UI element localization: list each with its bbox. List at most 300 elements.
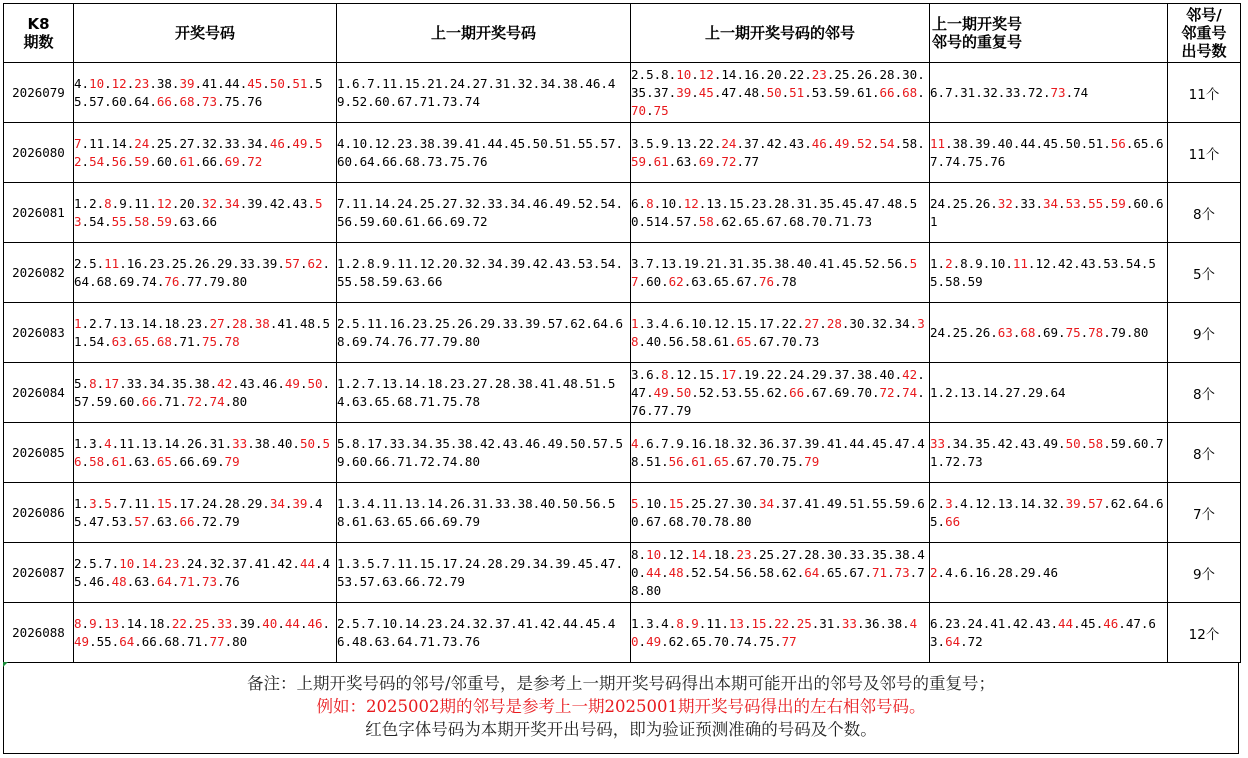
number: 6 [676, 315, 684, 331]
number: 52 [698, 384, 714, 400]
hit-number: 46 [269, 135, 285, 151]
hit-number: 52 [74, 135, 323, 169]
number: 33 [239, 255, 255, 271]
number: 60 [1133, 435, 1149, 451]
number: 43 [292, 195, 308, 211]
hit-number: 34 [1042, 195, 1059, 211]
number: 47 [1125, 615, 1141, 631]
number: 17 [179, 495, 195, 511]
period-cell: 2026080 [4, 123, 74, 183]
number: 10 [691, 315, 707, 331]
number: 38 [194, 375, 210, 391]
number: 2 [74, 255, 82, 271]
hit-number: 12 [683, 195, 699, 211]
number: 26 [975, 195, 991, 211]
number: 37 [834, 366, 850, 382]
number: 514 [646, 213, 669, 229]
period-cell: 2026086 [4, 483, 74, 543]
hit-number: 44 [1058, 615, 1074, 631]
number: 30 [849, 315, 865, 331]
number: 58 [902, 135, 918, 151]
hit-number: 68 [156, 333, 172, 349]
number: 32 [982, 84, 998, 100]
number: 48 [743, 84, 760, 100]
number: 39 [975, 135, 991, 151]
number: 71 [164, 393, 180, 409]
number: 41 [202, 75, 218, 91]
number: 60 [111, 93, 127, 109]
hit-number: 45 [247, 75, 263, 91]
number: 72 [1027, 84, 1043, 100]
number: 71 [179, 333, 195, 349]
number: 39 [247, 195, 263, 211]
number: 36 [759, 435, 775, 451]
repeat-cell: 24.25.26.32.33.34.53.55.59.60.61 [930, 183, 1168, 243]
repeat-cell: 2.3.4.12.13.14.32.39.57.62.64.65.66 [930, 483, 1168, 543]
number: 45 [74, 495, 323, 529]
number: 55 [743, 384, 760, 400]
number: 34 [894, 315, 910, 331]
number: 57 [74, 393, 90, 409]
hit-number: 38 [631, 315, 925, 349]
number: 10 [990, 255, 1006, 271]
number: 43 [1020, 435, 1036, 451]
count-cell: 9个 [1168, 543, 1241, 603]
number: 25 [952, 195, 968, 211]
number: 1 [74, 495, 82, 511]
hit-number: 23 [164, 555, 180, 571]
number: 25 [156, 135, 172, 151]
hit-number: 50 [299, 435, 315, 451]
hit-number: 48 [668, 564, 684, 580]
number: 24 [930, 324, 946, 340]
number: 41 [819, 255, 835, 271]
number: 9 [676, 435, 684, 451]
number: 9 [119, 195, 127, 211]
draw-numbers-cell: 1.2.7.13.14.18.23.27.28.38.41.48.51.54.63.65.68.71.75.78 [74, 303, 337, 363]
number: 1 [74, 195, 82, 211]
period-cell: 2026088 [4, 603, 74, 663]
number: 27 [179, 135, 195, 151]
count-cell: 7个 [1168, 483, 1241, 543]
period-cell: 2026079 [4, 63, 74, 123]
lottery-table [3, 3, 1241, 663]
hit-number: 53 [74, 195, 323, 229]
hit-number: 1 [74, 315, 82, 331]
period-cell: 2026082 [4, 243, 74, 303]
period-cell: 2026081 [4, 183, 74, 243]
number: 76 [224, 573, 240, 589]
number: 32 [209, 555, 225, 571]
number: 1 [631, 615, 639, 631]
number: 38 [894, 546, 910, 562]
number: 59 [894, 495, 910, 511]
number: 78 [781, 273, 797, 289]
hit-number: 11 [104, 255, 120, 271]
hit-number: 33 [232, 435, 248, 451]
header-period [4, 4, 74, 63]
number: 5 [646, 66, 654, 82]
hit-number: 72 [186, 393, 203, 409]
number: 63 [156, 513, 172, 529]
hit-number: 13 [728, 615, 744, 631]
number: 43 [1035, 615, 1051, 631]
number: 35 [975, 435, 991, 451]
number: 40 [631, 546, 925, 580]
number: 80 [232, 393, 248, 409]
number: 46 [262, 375, 278, 391]
header-count-line2: 邻重号 [1181, 24, 1227, 42]
hit-number: 50 [1065, 435, 1081, 451]
neighbors-cell: 1.3.4.8.9.11.13.15.22.25.31.33.36.38.40.49.62.65.70.74.75.77 [631, 603, 930, 663]
number: 55 [96, 633, 112, 649]
repeat-cell: 24.25.26.63.68.69.75.78.79.80 [930, 303, 1168, 363]
number: 18 [713, 546, 729, 562]
number: 8 [960, 255, 968, 271]
number: 69 [202, 453, 218, 469]
count-cell: 12个 [1168, 603, 1241, 663]
hit-number: 2 [930, 564, 938, 580]
hit-number: 66 [789, 384, 805, 400]
hit-number: 51 [789, 84, 805, 100]
number: 12 [713, 315, 729, 331]
number: 28 [224, 495, 240, 511]
note-line-2: 例如：2025002期的邻号是参考上一期2025001期开奖号码得出的左右相邻号码。 [316, 697, 926, 716]
number: 42 [997, 435, 1013, 451]
number: 24 [789, 366, 805, 382]
number: 1 [930, 255, 938, 271]
table-row [4, 63, 1241, 123]
number: 72 [945, 453, 961, 469]
prev-draw-cell: 1.3.4.11.13.14.26.31.33.38.40.50.56.58.61.63.65.66.69.79 [337, 483, 631, 543]
table-row [4, 423, 1241, 483]
hit-number: 53 [1065, 195, 1081, 211]
number: 24 [186, 555, 203, 571]
number: 69 [834, 384, 850, 400]
number: 30 [826, 546, 842, 562]
hit-number: 11 [1012, 255, 1028, 271]
hit-number: 56 [74, 435, 331, 469]
hit-number: 59 [631, 153, 647, 169]
number: 15 [736, 315, 752, 331]
number: 67 [736, 453, 752, 469]
number: 22 [698, 135, 714, 151]
number: 42 [1058, 255, 1074, 271]
hit-number: 63 [111, 333, 127, 349]
number: 29 [247, 495, 263, 511]
number: 24 [202, 495, 218, 511]
number: 80 [232, 273, 248, 289]
hit-number: 54 [879, 135, 895, 151]
hit-number: 1 [631, 315, 639, 331]
table-row [4, 363, 1241, 423]
number: 35 [819, 195, 835, 211]
hit-number: 65 [156, 453, 172, 469]
hit-number: 62 [668, 273, 684, 289]
hit-number: 61 [179, 153, 195, 169]
repeat-cell: 6.7.31.32.33.72.73.74 [930, 63, 1168, 123]
number: 38 [887, 615, 903, 631]
number: 70 [856, 384, 872, 400]
prev-draw-cell: 1.3.5.7.11.15.17.24.28.29.34.39.45.47.53.57.63.66.72.79 [337, 543, 631, 603]
hit-number: 49 [284, 375, 300, 391]
draw-numbers-cell: 8.9.13.14.18.22.25.33.39.40.44.46.49.55.64.66.68.71.77.80 [74, 603, 337, 663]
header-row [4, 4, 1241, 63]
hit-number: 58 [134, 213, 150, 229]
hit-number: 75 [202, 333, 218, 349]
hit-number: 68 [179, 93, 195, 109]
number: 63 [179, 213, 195, 229]
number: 19 [743, 366, 760, 382]
hit-number: 15 [668, 495, 684, 511]
number: 47 [864, 195, 880, 211]
number: 53 [1103, 255, 1119, 271]
number: 25 [834, 66, 850, 82]
hit-number: 62 [307, 255, 323, 271]
hit-number: 75 [1065, 324, 1081, 340]
number: 67 [736, 273, 752, 289]
hit-number: 71 [872, 564, 888, 580]
hit-number: 57 [134, 513, 150, 529]
prev-draw-cell: 2.5.11.16.23.25.26.29.33.39.57.62.64.68.69.74.76.77.79.80 [337, 303, 631, 363]
number: 65 [743, 213, 760, 229]
number: 65 [930, 495, 1164, 529]
number: 60 [1133, 195, 1149, 211]
number: 59 [96, 393, 112, 409]
hit-number: 72 [879, 384, 895, 400]
hit-number: 79 [804, 453, 820, 469]
number: 46 [89, 573, 105, 589]
hit-number: 39 [292, 495, 308, 511]
number: 3 [646, 615, 654, 631]
hit-number: 49 [74, 633, 90, 649]
hit-number: 3 [89, 495, 97, 511]
number: 38 [254, 435, 270, 451]
neighbors-cell: 6.8.10.12.13.15.23.28.31.35.45.47.48.50.514.57.58.62.65.67.68.70.71.73 [631, 183, 930, 243]
hit-number: 77 [781, 633, 797, 649]
hit-number: 10 [676, 66, 692, 82]
number: 77 [186, 273, 203, 289]
number: 7 [661, 435, 669, 451]
number: 70 [713, 633, 729, 649]
number: 55 [74, 75, 323, 109]
neighbors-cell: 8.10.12.14.18.23.25.27.28.30.33.35.38.40.44.48.52.54.56.58.62.64.65.67.71.73.78.80 [631, 543, 930, 603]
number: 16 [743, 66, 760, 82]
number: 80 [232, 633, 248, 649]
header-count-line1: 邻号/ [1186, 6, 1222, 24]
number: 25 [171, 255, 187, 271]
number: 60 [631, 495, 925, 529]
hit-number: 71 [179, 573, 195, 589]
number: 7 [945, 84, 953, 100]
number: 62 [721, 213, 737, 229]
prev-draw-cell: 1.2.8.9.11.12.20.32.34.39.42.43.53.54.55.58.59.63.66 [337, 243, 631, 303]
number: 62 [781, 564, 797, 580]
header-repeat-line1: 上一期开奖号 [932, 15, 1023, 33]
number: 38 [952, 135, 968, 151]
number: 51 [74, 315, 331, 349]
number: 1 [930, 384, 938, 400]
number: 37 [232, 555, 248, 571]
number: 66 [202, 213, 218, 229]
number: 5 [89, 255, 97, 271]
hit-number: 64 [945, 633, 961, 649]
count-cell: 8个 [1168, 423, 1241, 483]
hit-number: 61 [691, 453, 707, 469]
number: 38 [774, 255, 790, 271]
number: 65 [1133, 135, 1149, 151]
hit-number: 77 [209, 633, 225, 649]
hit-number: 74 [209, 393, 225, 409]
count-cell: 8个 [1168, 183, 1241, 243]
period-cell: 2026087 [4, 543, 74, 603]
number: 80 [1133, 324, 1149, 340]
number: 40 [796, 255, 812, 271]
hit-number: 70 [631, 102, 647, 118]
number: 25 [759, 546, 775, 562]
number: 8 [661, 66, 669, 82]
hit-number: 33 [930, 435, 946, 451]
number: 45 [1042, 135, 1059, 151]
number: 37 [743, 135, 760, 151]
hit-number: 57 [631, 255, 918, 289]
hit-number: 7 [74, 135, 82, 151]
hit-number: 66 [156, 93, 172, 109]
hit-number: 42 [902, 366, 918, 382]
hit-number: 57 [1088, 495, 1104, 511]
number: 63 [930, 615, 1156, 649]
number: 31 [796, 195, 812, 211]
hit-number: 65 [736, 333, 752, 349]
hit-number: 66 [179, 513, 195, 529]
header-repeat-line2: 邻号的重复号 [932, 33, 1023, 51]
number: 56 [887, 255, 903, 271]
number: 60 [119, 393, 135, 409]
number: 29 [1027, 384, 1043, 400]
hit-number: 49 [646, 633, 662, 649]
number: 52 [691, 564, 707, 580]
number: 26 [186, 435, 203, 451]
number: 18 [149, 615, 165, 631]
neighbors-cell: 3.5.9.13.22.24.37.42.43.46.49.52.54.58.59.61.63.69.72.77 [631, 123, 930, 183]
number: 53 [811, 84, 827, 100]
hit-number: 8 [104, 195, 112, 211]
hit-number: 65 [134, 333, 150, 349]
count-cell: 11个 [1168, 123, 1241, 183]
hit-number: 32 [202, 195, 218, 211]
number: 35 [171, 375, 187, 391]
number: 31 [960, 84, 976, 100]
prev-draw-cell: 1.6.7.11.15.21.24.27.31.32.34.38.46.49.52.60.67.71.73.74 [337, 63, 631, 123]
table-row [4, 123, 1241, 183]
number: 6 [960, 564, 968, 580]
number: 5 [89, 555, 97, 571]
hit-number: 38 [254, 315, 270, 331]
number: 44 [849, 435, 865, 451]
number: 11 [119, 435, 135, 451]
number: 50 [1065, 135, 1081, 151]
hit-number: 40 [631, 615, 918, 649]
number: 54 [89, 333, 105, 349]
number: 73 [856, 213, 872, 229]
number: 35 [751, 255, 767, 271]
number: 37 [653, 84, 669, 100]
number: 77 [743, 153, 760, 169]
number: 45 [1080, 615, 1096, 631]
number: 45 [872, 435, 888, 451]
number: 16 [691, 435, 707, 451]
table-row [4, 303, 1241, 363]
number: 67 [766, 213, 782, 229]
number: 11 [134, 495, 150, 511]
number: 72 [202, 513, 218, 529]
hit-number: 61 [111, 453, 127, 469]
number: 68 [789, 213, 805, 229]
number: 14 [164, 435, 180, 451]
number: 14 [721, 66, 737, 82]
number: 13 [661, 255, 677, 271]
number: 3 [89, 435, 97, 451]
number: 36 [864, 615, 880, 631]
prev-draw-cell: 1.2.7.13.14.18.23.27.28.38.41.48.51.54.63.65.68.71.75.78 [337, 363, 631, 423]
hit-number: 27 [209, 315, 225, 331]
number: 59 [834, 84, 850, 100]
number: 66 [202, 153, 218, 169]
note-line-1: 备注：上期开奖号码的邻号/邻重号，是参考上一期开奖号码得出本期可能开出的邻号及邻号的重复号； [246, 674, 996, 693]
hit-number: 56 [1110, 135, 1126, 151]
hit-number: 59 [134, 153, 150, 169]
number: 42 [269, 195, 285, 211]
number: 75 [759, 633, 775, 649]
number: 22 [789, 66, 805, 82]
hit-number: 50 [307, 375, 323, 391]
number: 13 [706, 195, 722, 211]
hit-number: 25 [194, 615, 210, 631]
number: 28 [774, 195, 790, 211]
hit-number: 49 [834, 135, 850, 151]
number: 45 [841, 255, 857, 271]
number: 16 [126, 255, 142, 271]
hit-number: 51 [292, 75, 308, 91]
number: 58 [691, 333, 707, 349]
number: 63 [134, 573, 150, 589]
number: 6 [930, 615, 938, 631]
number: 78 [631, 564, 925, 598]
hit-number: 58 [698, 213, 714, 229]
hit-number: 72 [721, 153, 737, 169]
hit-number: 68 [902, 84, 918, 100]
repeat-cell: 1.2.13.14.27.29.64 [930, 363, 1168, 423]
hit-number: 34 [759, 495, 775, 511]
number: 2 [89, 315, 97, 331]
number: 60 [646, 273, 662, 289]
count-cell: 9个 [1168, 303, 1241, 363]
number: 29 [1020, 564, 1036, 580]
number: 73 [804, 333, 820, 349]
hit-number: 9 [89, 615, 97, 631]
draw-numbers-cell: 7.11.14.24.25.27.32.33.34.46.49.52.54.56.59.60.61.66.69.72 [74, 123, 337, 183]
number: 23 [945, 615, 961, 631]
number: 41 [254, 555, 270, 571]
hit-number: 79 [224, 453, 240, 469]
repeat-cell: 2.4.6.16.28.29.46 [930, 543, 1168, 603]
number: 54 [1125, 255, 1141, 271]
number: 64 [1133, 495, 1149, 511]
number: 41 [990, 615, 1006, 631]
hit-number: 55 [111, 213, 127, 229]
number: 54 [89, 213, 105, 229]
lottery-sheet [3, 3, 1240, 755]
